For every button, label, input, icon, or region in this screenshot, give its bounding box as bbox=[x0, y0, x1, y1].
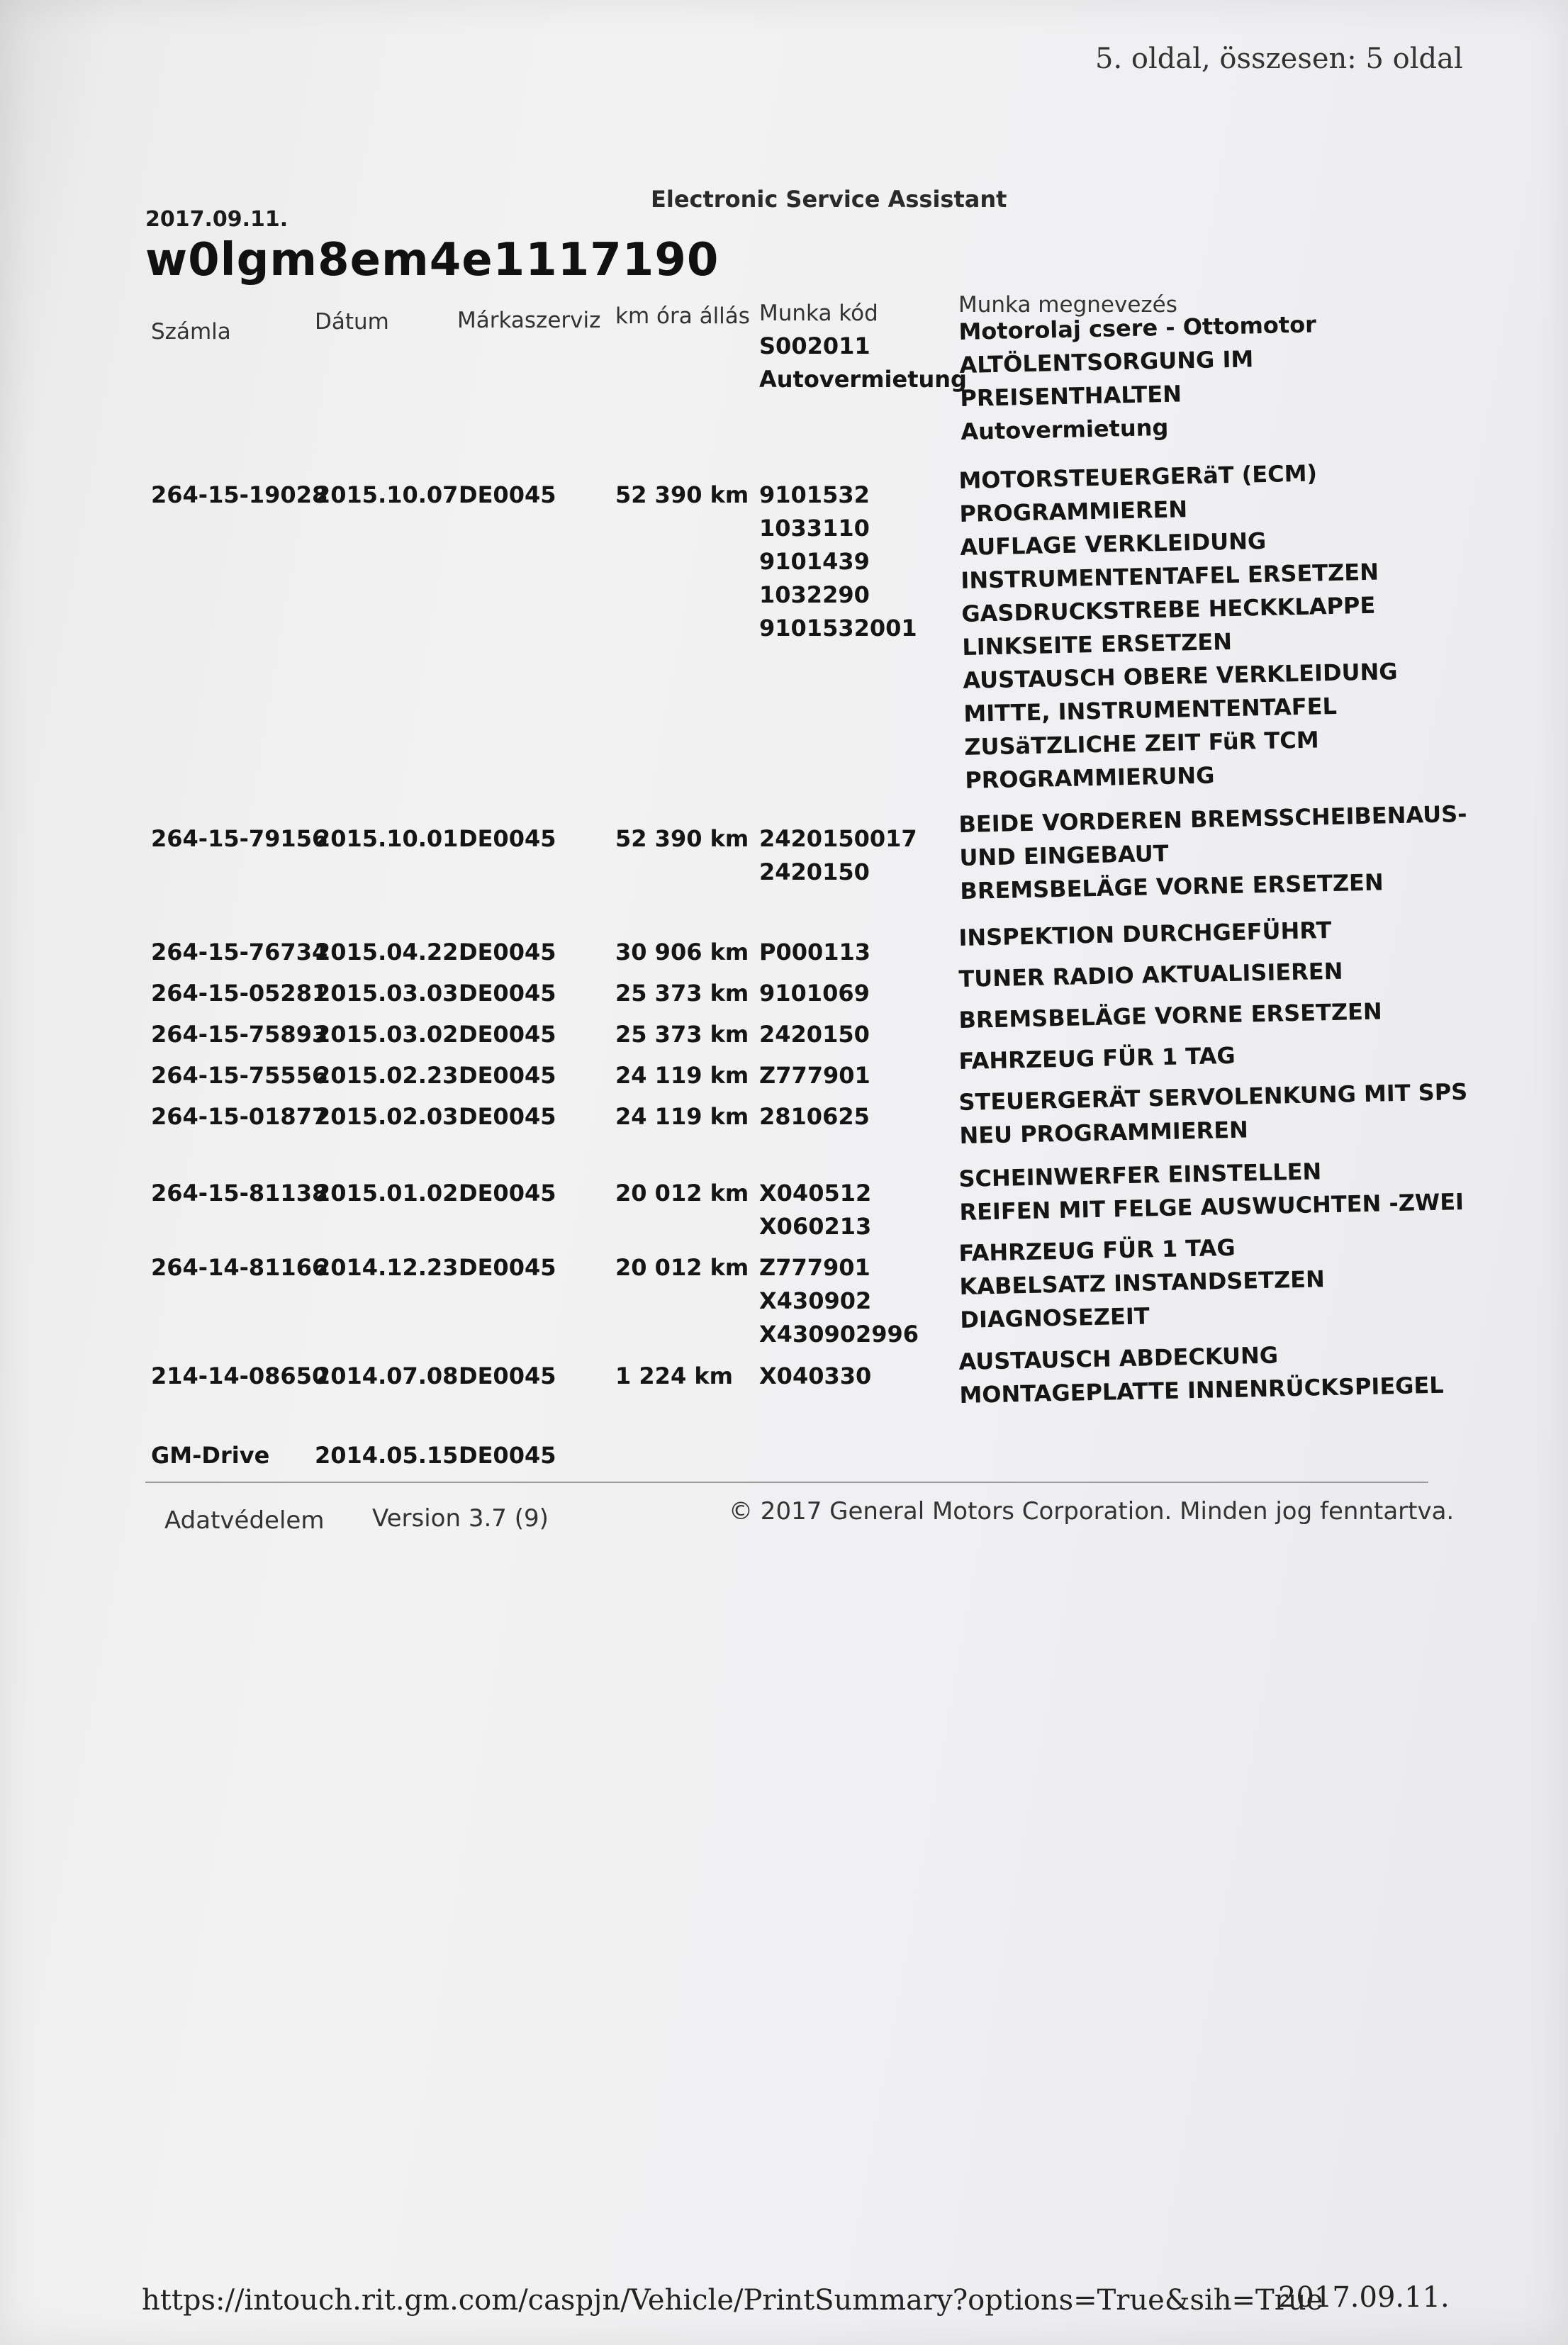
labor-description: INSTRUMENTENTAFEL ERSETZEN bbox=[961, 558, 1379, 594]
invoice-number: 264-15-05281 bbox=[151, 980, 328, 1007]
labor-description-list bbox=[958, 1152, 1464, 1229]
version-label: Version 3.7 (9) bbox=[372, 1504, 549, 1533]
odometer-reading: 30 906 km bbox=[615, 939, 749, 966]
service-date: 2014.12.23. bbox=[315, 1254, 467, 1281]
labor-code-list bbox=[759, 478, 917, 645]
labor-description: ZUSäTZLICHE ZEIT FüR TCM bbox=[963, 726, 1319, 761]
odometer-reading: 25 373 km bbox=[615, 1021, 749, 1048]
dealer-code: DE0045 bbox=[459, 1062, 556, 1089]
labor-description-list bbox=[958, 455, 1400, 797]
labor-description: BEIDE VORDEREN BREMSSCHEIBENAUS- bbox=[958, 800, 1467, 838]
service-date: 2015.10.01. bbox=[315, 825, 467, 852]
labor-description: DIAGNOSEZEIT bbox=[960, 1302, 1150, 1333]
service-date: 2015.04.22. bbox=[315, 939, 467, 966]
labor-code: S002011 bbox=[759, 332, 870, 359]
labor-description: MONTAGEPLATTE INNENRÜCKSPIEGEL bbox=[959, 1371, 1445, 1409]
labor-description: Motorolaj csere - Ottomotor bbox=[958, 310, 1317, 345]
labor-description: PREISENTHALTEN bbox=[960, 380, 1182, 412]
privacy-link[interactable]: Adatvédelem bbox=[164, 1506, 325, 1535]
labor-code: Z777901 bbox=[759, 1254, 870, 1281]
labor-code-list bbox=[759, 977, 870, 1010]
service-date: 2015.03.03. bbox=[315, 980, 467, 1007]
labor-code: X040330 bbox=[759, 1362, 872, 1389]
dealer-code: DE0045 bbox=[459, 1254, 556, 1281]
invoice-number: 264-15-19028 bbox=[151, 481, 328, 508]
labor-code-list bbox=[759, 330, 967, 396]
labor-description: PROGRAMMIERUNG bbox=[964, 761, 1215, 794]
labor-code: 2420150 bbox=[759, 1021, 870, 1048]
service-date: 2015.10.07. bbox=[315, 481, 467, 508]
print-url: https://intouch.rit.gm.com/caspjn/Vehicle/PrintSummary?options=True&sih=True bbox=[142, 2284, 1323, 2317]
labor-description: INSPEKTION DURCHGEFÜHRT bbox=[958, 916, 1332, 951]
invoice-number: GM-Drive bbox=[151, 1442, 270, 1469]
labor-code: X430902 bbox=[759, 1287, 872, 1314]
labor-description: MOTORSTEUERGERäT (ECM) bbox=[958, 459, 1318, 494]
labor-description: BREMSBELÄGE VORNE ERSETZEN bbox=[960, 868, 1384, 905]
labor-description: AUSTAUSCH OBERE VERKLEIDUNG bbox=[962, 658, 1398, 694]
labor-code: P000113 bbox=[759, 939, 871, 966]
labor-description: UND EINGEBAUT bbox=[959, 839, 1169, 871]
odometer-reading: 20 012 km bbox=[615, 1254, 749, 1281]
labor-description-list bbox=[958, 1075, 1469, 1153]
labor-code: 9101532 bbox=[759, 481, 870, 508]
invoice-number: 264-15-81138 bbox=[151, 1180, 328, 1207]
labor-description: PROGRAMMIEREN bbox=[959, 496, 1188, 527]
vin-number: w0lgm8em4e1117190 bbox=[145, 234, 719, 286]
labor-description: NEU PROGRAMMIEREN bbox=[959, 1116, 1249, 1149]
labor-code-list bbox=[759, 936, 870, 969]
labor-description: BREMSBELÄGE VORNE ERSETZEN bbox=[958, 997, 1383, 1034]
dealer-code: DE0045 bbox=[459, 825, 556, 852]
column-header-markaszerviz: Márkaszerviz bbox=[457, 308, 601, 333]
labor-description: MITTE, INSTRUMENTENTAFEL bbox=[963, 692, 1338, 727]
odometer-reading: 24 119 km bbox=[615, 1103, 749, 1130]
labor-code-list bbox=[759, 1177, 871, 1243]
service-date: 2014.05.15. bbox=[315, 1442, 467, 1469]
labor-code: 2420150017 bbox=[759, 825, 917, 852]
column-header-munka-megnevezes: Munka megnevezés bbox=[958, 292, 1177, 318]
service-date: 2015.02.23. bbox=[315, 1062, 467, 1089]
labor-code: X060213 bbox=[759, 1213, 872, 1240]
labor-description: SCHEINWERFER EINSTELLEN bbox=[958, 1158, 1322, 1192]
labor-description: REIFEN MIT FELGE AUSWUCHTEN -ZWEI bbox=[959, 1188, 1465, 1226]
labor-description: TUNER RADIO AKTUALISIEREN bbox=[958, 957, 1343, 992]
labor-description-list bbox=[958, 914, 1332, 955]
odometer-reading: 52 390 km bbox=[615, 481, 749, 508]
labor-code-list bbox=[759, 1360, 871, 1393]
odometer-reading: 52 390 km bbox=[615, 825, 749, 852]
dealer-code: DE0045 bbox=[459, 481, 556, 508]
print-date: 2017.09.11. bbox=[145, 207, 289, 232]
labor-code: 9101439 bbox=[759, 548, 870, 575]
labor-code-list bbox=[759, 1018, 870, 1051]
labor-description-list bbox=[958, 308, 1318, 449]
labor-description: Autovermietung bbox=[961, 413, 1169, 445]
odometer-reading: 24 119 km bbox=[615, 1062, 749, 1089]
service-date: 2015.02.03. bbox=[315, 1103, 467, 1130]
copyright-text: © 2017 General Motors Corporation. Minden jog fenntartva. bbox=[729, 1497, 1455, 1526]
footer-divider bbox=[145, 1482, 1428, 1483]
print-footer-date: 2017.09.11. bbox=[1278, 2281, 1450, 2314]
dealer-code: DE0045 bbox=[459, 1103, 556, 1130]
invoice-number: 264-14-81166 bbox=[151, 1254, 328, 1281]
labor-description-list bbox=[958, 797, 1469, 908]
service-date: 2015.01.02. bbox=[315, 1180, 467, 1207]
invoice-number: 264-15-76734 bbox=[151, 939, 328, 966]
service-date: 2015.03.02. bbox=[315, 1021, 467, 1048]
app-title: Electronic Service Assistant bbox=[651, 186, 1007, 213]
odometer-reading: 1 224 km bbox=[615, 1362, 733, 1389]
labor-description-list bbox=[958, 1336, 1444, 1412]
column-header-szamla: Számla bbox=[151, 319, 231, 345]
labor-code: Autovermietung bbox=[759, 366, 967, 393]
dealer-code: DE0045 bbox=[459, 1362, 556, 1389]
labor-code: X430902996 bbox=[759, 1321, 919, 1348]
odometer-reading: 25 373 km bbox=[615, 980, 749, 1007]
labor-code-list bbox=[759, 1100, 870, 1134]
labor-code: 9101069 bbox=[759, 980, 870, 1007]
column-header-munka-kod: Munka kód bbox=[759, 301, 878, 326]
labor-description-list bbox=[958, 1229, 1326, 1337]
dealer-code: DE0045 bbox=[459, 980, 556, 1007]
invoice-number: 264-15-79156 bbox=[151, 825, 328, 852]
labor-description-list bbox=[958, 1039, 1236, 1078]
dealer-code: DE0045 bbox=[459, 1021, 556, 1048]
labor-description: AUFLAGE VERKLEIDUNG bbox=[960, 527, 1267, 561]
labor-description: FAHRZEUG FÜR 1 TAG bbox=[958, 1233, 1236, 1267]
dealer-code: DE0045 bbox=[459, 1442, 556, 1469]
invoice-number: 264-15-01877 bbox=[151, 1103, 328, 1130]
labor-code-list bbox=[759, 822, 917, 889]
column-header-datum: Dátum bbox=[315, 309, 389, 335]
labor-code-list bbox=[759, 1251, 919, 1351]
dealer-code: DE0045 bbox=[459, 1180, 556, 1207]
labor-code: Z777901 bbox=[759, 1062, 870, 1089]
labor-code: 1033110 bbox=[759, 515, 870, 542]
labor-code-list bbox=[759, 1059, 870, 1092]
labor-description: GASDRUCKSTREBE HECKKLAPPE bbox=[961, 591, 1376, 627]
invoice-number: 264-15-75556 bbox=[151, 1062, 328, 1089]
odometer-reading: 20 012 km bbox=[615, 1180, 749, 1207]
dealer-code: DE0045 bbox=[459, 939, 556, 966]
labor-description: LINKSEITE ERSETZEN bbox=[962, 627, 1233, 661]
labor-code: 9101532001 bbox=[759, 615, 917, 642]
labor-description: STEUERGERÄT SERVOLENKUNG MIT SPS bbox=[958, 1078, 1468, 1116]
labor-description: KABELSATZ INSTANDSETZEN bbox=[959, 1265, 1326, 1300]
invoice-number: 264-15-75893 bbox=[151, 1021, 328, 1048]
labor-description-list bbox=[958, 995, 1382, 1036]
invoice-number: 214-14-08650 bbox=[151, 1362, 328, 1389]
labor-code: 1032290 bbox=[759, 581, 870, 608]
labor-code: 2810625 bbox=[759, 1103, 870, 1130]
labor-description-list bbox=[958, 955, 1343, 996]
labor-code: X040512 bbox=[759, 1180, 872, 1207]
labor-description: AUSTAUSCH ABDECKUNG bbox=[958, 1341, 1279, 1375]
service-date: 2014.07.08. bbox=[315, 1362, 467, 1389]
labor-description: FAHRZEUG FÜR 1 TAG bbox=[958, 1041, 1236, 1075]
labor-description: ALTÖLENTSORGUNG IM bbox=[959, 345, 1254, 379]
page-indicator: 5. oldal, összesen: 5 oldal bbox=[1095, 43, 1463, 75]
labor-code: 2420150 bbox=[759, 858, 870, 885]
column-header-km: km óra állás bbox=[615, 303, 750, 329]
